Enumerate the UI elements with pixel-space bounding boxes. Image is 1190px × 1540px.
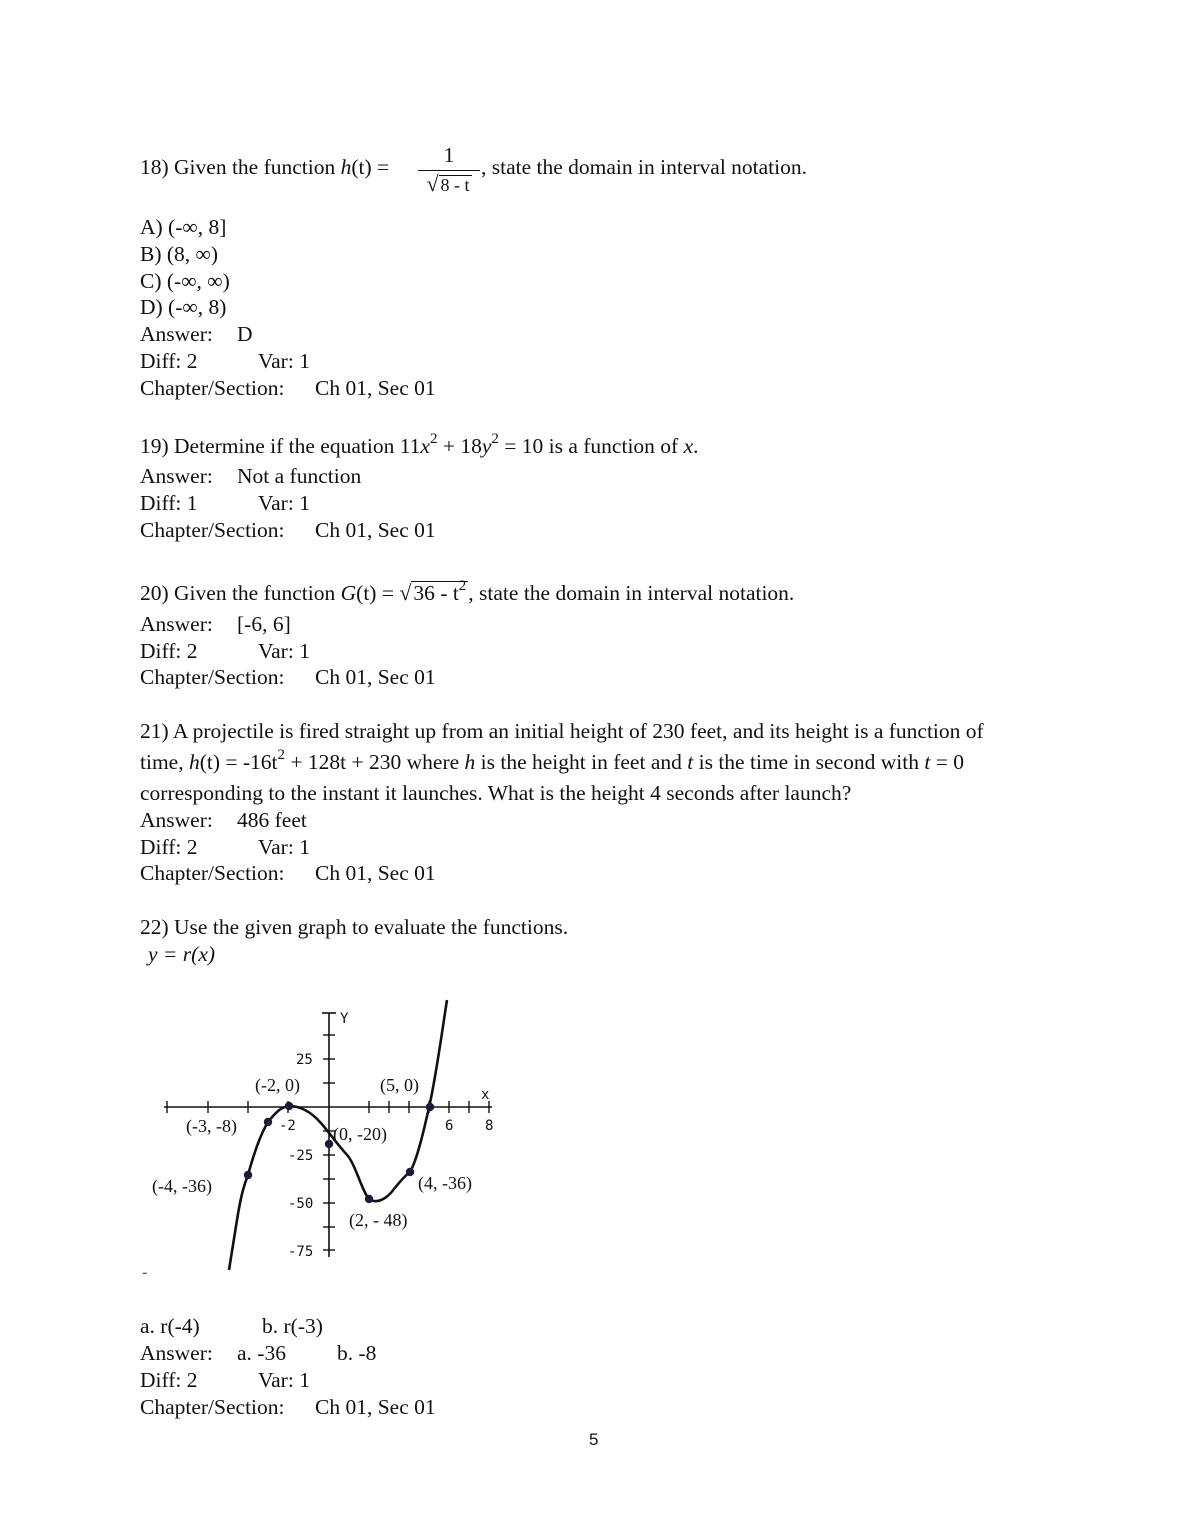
q21-line-1: 21) A projectile is fired straight up from an initial height of 230 feet, and its height is a function of	[140, 719, 984, 743]
point-4	[406, 1168, 414, 1176]
y-tick-label-neg25: -25	[288, 1148, 314, 1164]
q18-answer: Answer: D	[140, 322, 253, 346]
y-tick-label-neg75: -75	[288, 1244, 314, 1260]
q21-line-3: corresponding to the instant it launches. What is the height 4 seconds after launch?	[140, 781, 852, 805]
y-tick-label-25: 25	[296, 1052, 313, 1068]
q21-chapter: Chapter/Section: Ch 01, Sec 01	[140, 861, 436, 885]
x-tick-label-neg2: -2	[279, 1118, 296, 1134]
q22-answer: Answer: a. -36 b. -8	[140, 1341, 377, 1365]
q18-chapter: Chapter/Section: Ch 01, Sec 01	[140, 376, 436, 400]
q18-option-d: D) (-∞, 8)	[140, 295, 227, 319]
q21-answer: Answer: 486 feet	[140, 808, 307, 832]
x-tick-label-6: 6	[445, 1118, 454, 1134]
q19-stem: 19) Determine if the equation $11x^2 + 18y^2 = 10$ is a function of x.	[140, 430, 699, 458]
q18-diff-var: Diff: 2 Var: 1	[140, 349, 310, 373]
q18-stem: 18) Given the function h(t) =	[140, 155, 390, 179]
point-label-0: (0, -20)	[333, 1124, 387, 1144]
point-label-2: (2, - 48)	[349, 1210, 408, 1230]
stray-mark: -	[140, 1263, 150, 1280]
point-0	[325, 1140, 333, 1148]
q21-line-2: time, $h(t) = -16t^2 + 128t + 230$ where h is the height in feet and t is the time in second with t = 0	[140, 746, 964, 774]
point-neg3	[264, 1118, 272, 1126]
point-label-5: (5, 0)	[380, 1075, 419, 1095]
q22-line-1: 22) Use the given graph to evaluate the functions.	[140, 915, 569, 939]
page-number: 5	[589, 1430, 599, 1449]
q20-radical-icon: √	[399, 580, 412, 605]
x-tick-label-8: 8	[485, 1118, 494, 1134]
point-neg4	[244, 1171, 252, 1179]
y-tick-label-neg50: -50	[288, 1196, 314, 1212]
y-axis-label: Y	[340, 1011, 349, 1027]
point-label-neg2: (-2, 0)	[255, 1075, 300, 1095]
q20-chapter: Chapter/Section: Ch 01, Sec 01	[140, 665, 436, 689]
point-label-neg4: (-4, -36)	[152, 1176, 212, 1196]
point-neg2	[285, 1102, 293, 1110]
q22-diff-var: Diff: 2 Var: 1	[140, 1368, 310, 1392]
q20-radicand: $36 - t^2$	[413, 577, 467, 605]
point-label-neg3: (-3, -8)	[186, 1116, 237, 1136]
q18-fraction-numerator: 1	[443, 143, 455, 167]
q19-chapter: Chapter/Section: Ch 01, Sec 01	[140, 518, 436, 542]
q20-answer: Answer: [-6, 6]	[140, 612, 291, 636]
q20-diff-var: Diff: 2 Var: 1	[140, 639, 310, 663]
point-5	[426, 1103, 434, 1111]
x-axis-label: x	[481, 1087, 490, 1103]
q18-fraction-denominator: √ 8 - t	[426, 171, 470, 196]
q18-fn: h	[340, 155, 352, 179]
point-label-4: (4, -36)	[418, 1173, 472, 1193]
q19-answer: Answer: Not a function	[140, 464, 362, 488]
q18-stem-suffix: , state the domain in interval notation.	[481, 155, 808, 179]
q18-option-c: C) (-∞, ∞)	[140, 269, 230, 293]
q22-parts: a. r(-4) b. r(-3)	[140, 1314, 323, 1338]
q22-line-2: y = r(x)	[148, 942, 216, 966]
q21-diff-var: Diff: 2 Var: 1	[140, 835, 310, 859]
q22-chapter: Chapter/Section: Ch 01, Sec 01	[140, 1395, 436, 1419]
function-graph	[140, 995, 520, 1280]
q20-stem: 20) Given the function $G(t) = √36 - t^2$, state the domain in interval notation.	[140, 577, 795, 605]
q19-diff-var: Diff: 1 Var: 1	[140, 491, 310, 515]
q18-option-b: B) (8, ∞)	[140, 242, 219, 266]
q18-option-a: A) (-∞, 8]	[140, 215, 227, 239]
q18-fraction	[418, 143, 480, 197]
point-2	[365, 1195, 373, 1203]
